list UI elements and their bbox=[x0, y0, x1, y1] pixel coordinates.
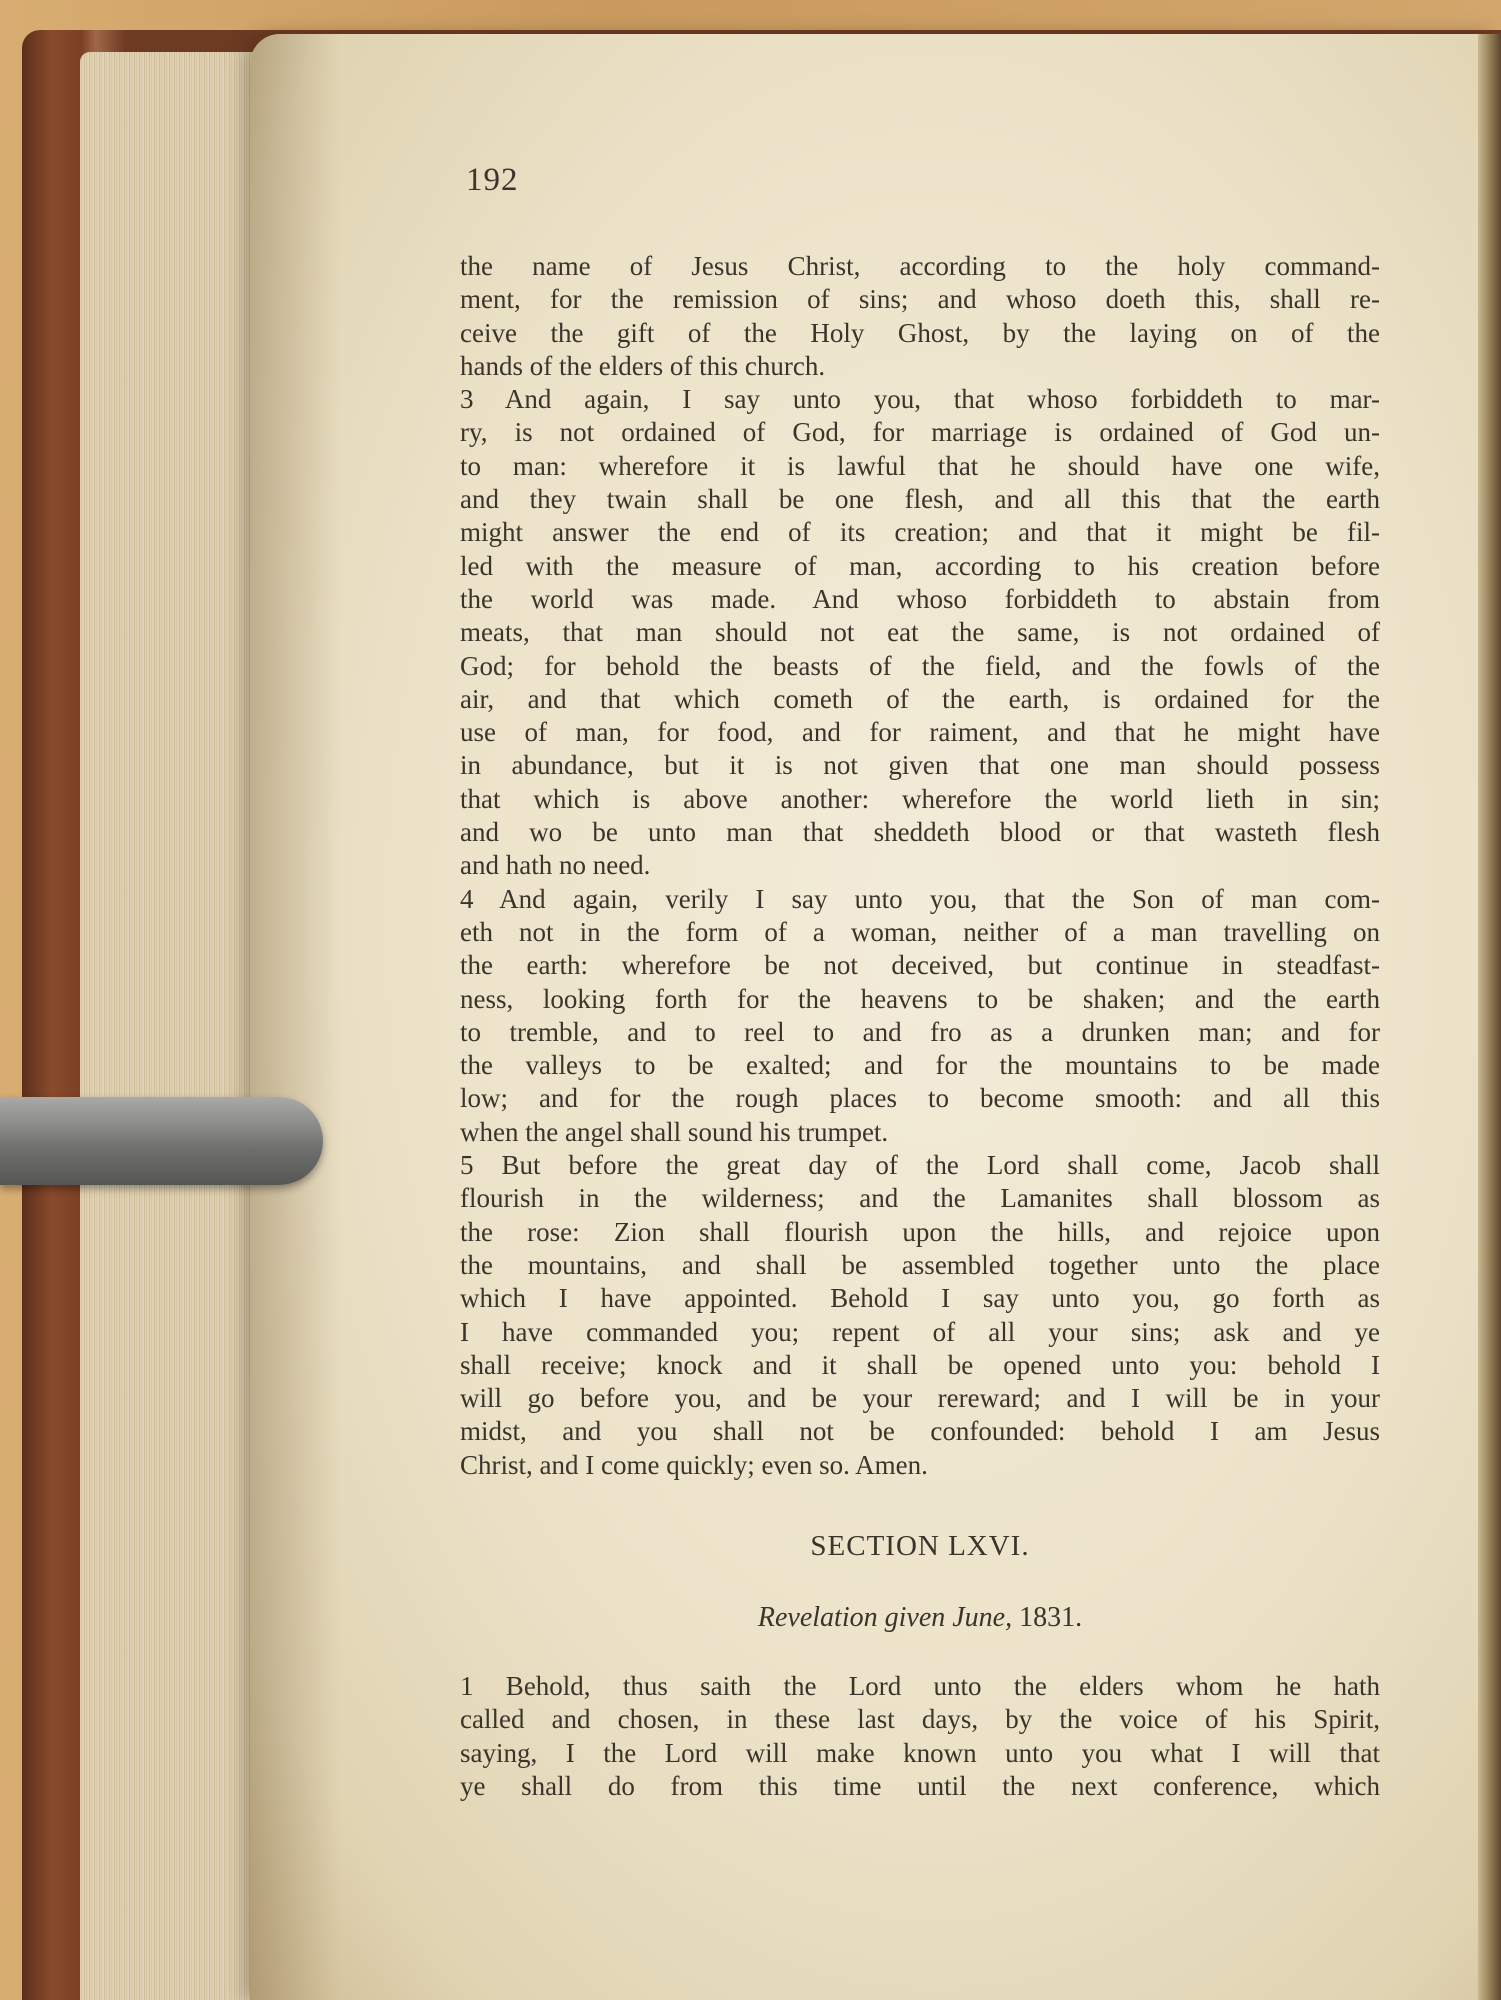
text-line: meats, that man should not eat the same, is not ordained of bbox=[460, 617, 1380, 648]
text-line: and they twain shall be one flesh, and all this that the earth bbox=[460, 484, 1380, 515]
page-shadow bbox=[250, 34, 340, 2000]
section-subtitle bbox=[460, 1602, 1380, 1634]
text-line: might answer the end of its creation; and that it might be fil- bbox=[460, 517, 1380, 548]
page-number: 192 bbox=[466, 162, 519, 198]
text-line: the mountains, and shall be assembled together unto the place bbox=[460, 1249, 1380, 1280]
subtitle-year: 1831. bbox=[1019, 1602, 1083, 1633]
text-line: in abundance, but it is not given that one man should possess bbox=[460, 750, 1380, 781]
text-line: ye shall do from this time until the next conference, which bbox=[460, 1770, 1380, 1801]
text-line: and hath no need. bbox=[460, 850, 651, 881]
subtitle-italic: Revelation given June, bbox=[757, 1602, 1013, 1633]
text-line: ceive the gift of the Holy Ghost, by the laying on of the bbox=[460, 317, 1380, 348]
text-line: to man: wherefore it is lawful that he should have one wife, bbox=[460, 450, 1380, 481]
page-gutter bbox=[1478, 34, 1501, 2000]
text-line: I have commanded you; repent of all your sins; ask and ye bbox=[460, 1316, 1380, 1347]
text-line: to tremble, and to reel to and fro as a drunken man; and for bbox=[460, 1016, 1380, 1047]
text-line: 3 And again, I say unto you, that whoso forbiddeth to mar- bbox=[460, 384, 1380, 415]
text-line: the rose: Zion shall flourish upon the hills, and rejoice upon bbox=[460, 1216, 1380, 1247]
text-line: 1 Behold, thus saith the Lord unto the elders whom he hath bbox=[460, 1671, 1380, 1701]
bookmark-knife bbox=[0, 1097, 323, 1185]
text-line: when the angel shall sound his trumpet. bbox=[460, 1116, 889, 1147]
text-line: saying, I the Lord will make known unto you what I will that bbox=[460, 1737, 1380, 1768]
text-line: ment, for the remission of sins; and whoso doeth this, shall re- bbox=[460, 284, 1380, 315]
text-line: the valleys to be exalted; and for the mountains to be made bbox=[460, 1050, 1380, 1081]
text-line: hands of the elders of this church. bbox=[460, 350, 826, 381]
text-line: led with the measure of man, according to his creation before bbox=[460, 550, 1380, 581]
text-line: ness, looking forth for the heavens to be shaken; and the earth bbox=[460, 983, 1380, 1014]
text-line: the world was made. And whoso forbiddeth to abstain from bbox=[460, 583, 1380, 614]
text-line: that which is above another: wherefore the world lieth in sin; bbox=[460, 783, 1380, 814]
text-line: low; and for the rough places to become smooth: and all this bbox=[460, 1083, 1380, 1114]
text-line: the earth: wherefore be not deceived, but continue in steadfast- bbox=[460, 950, 1380, 981]
body-text-bottom bbox=[460, 1670, 1380, 1803]
text-line: 5 But before the great day of the Lord shall come, Jacob shall bbox=[460, 1150, 1380, 1181]
text-line: air, and that which cometh of the earth, is ordained for the bbox=[460, 683, 1380, 714]
body-text-top bbox=[460, 250, 1380, 1482]
text-line: 4 And again, verily I say unto you, that the Son of man com- bbox=[460, 883, 1380, 914]
text-line: flourish in the wilderness; and the Lamanites shall blossom as bbox=[460, 1183, 1380, 1214]
text-line: midst, and you shall not be confounded: behold I am Jesus bbox=[460, 1416, 1380, 1447]
text-line: Christ, and I come quickly; even so. Amen. bbox=[460, 1449, 928, 1480]
text-line: God; for behold the beasts of the field, and the fowls of the bbox=[460, 650, 1380, 681]
text-line: called and chosen, in these last days, by the voice of his Spirit, bbox=[460, 1704, 1380, 1735]
text-line: will go before you, and be your rereward; and I will be in your bbox=[460, 1383, 1380, 1414]
text-line: ry, is not ordained of God, for marriage is ordained of God un- bbox=[460, 417, 1380, 448]
text-line: which I have appointed. Behold I say unto you, go forth as bbox=[460, 1283, 1380, 1314]
text-line: eth not in the form of a woman, neither of a man travelling on bbox=[460, 916, 1380, 947]
text-line: shall receive; knock and it shall be opened unto you: behold I bbox=[460, 1349, 1380, 1380]
text-line: and wo be unto man that sheddeth blood or that wasteth flesh bbox=[460, 817, 1380, 848]
text-line: the name of Jesus Christ, according to the holy command- bbox=[460, 251, 1380, 281]
section-heading: SECTION LXVI. bbox=[810, 1530, 1030, 1562]
text-line: use of man, for food, and for raiment, and that he might have bbox=[460, 717, 1380, 748]
